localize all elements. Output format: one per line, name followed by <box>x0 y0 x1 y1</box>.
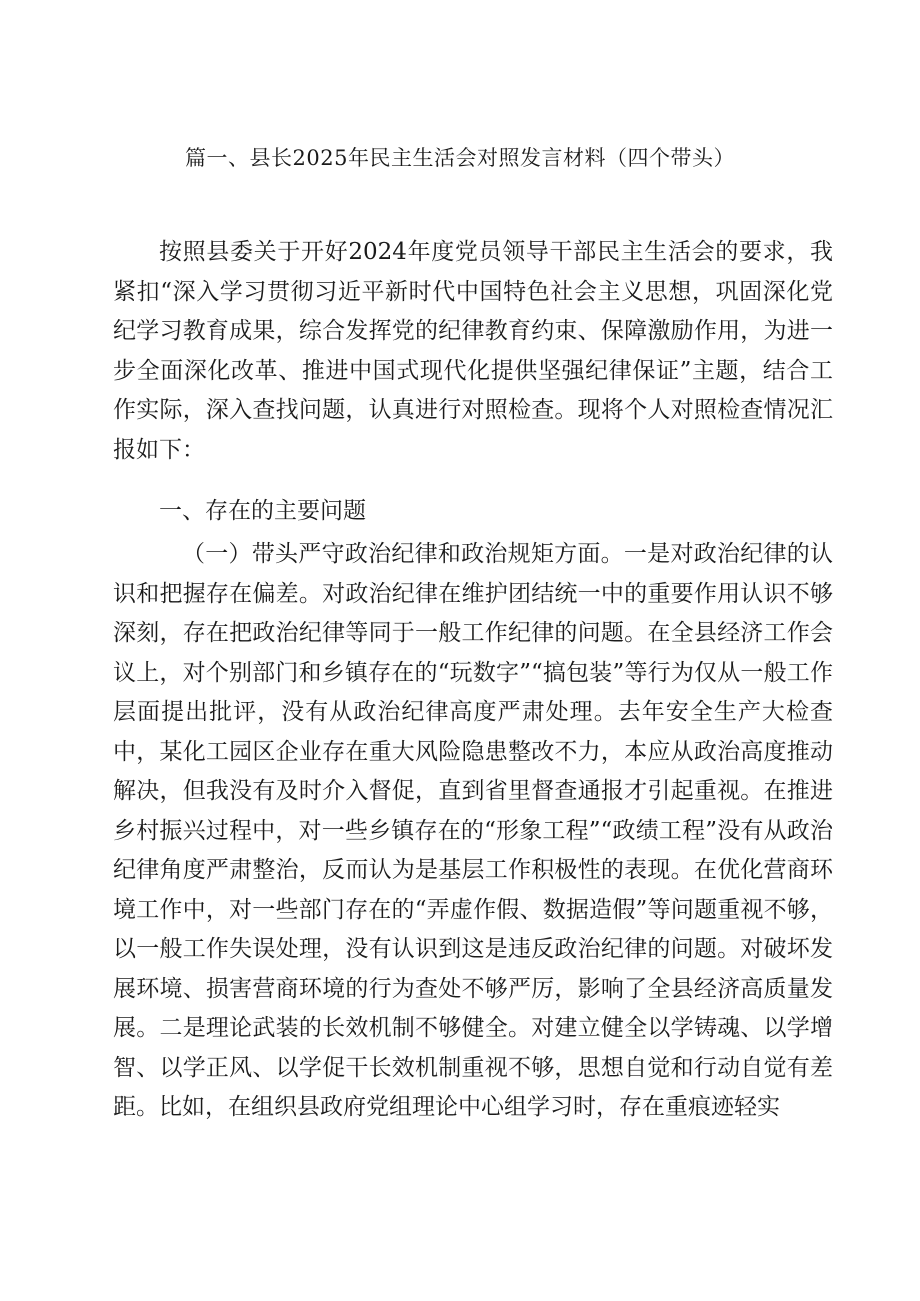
intro-paragraph: 按照县委关于开好2024年度党员领导干部民主生活会的要求，我紧扣“深入学习贯彻习近平新时代中国特色社会主义思想，巩固深化党纪学习教育成果，综合发挥党的纪律教育约束、保障激励作用，为进一步全面深化改革、推进中国式现代化提供坚强纪律保证”主题，结合工作实际，深入查找问题，认真进行对照检查。现将个人对照检查情况汇报如下： <box>113 239 833 463</box>
section-paragraph: （一）带头严守政治纪律和政治规矩方面。一是对政治纪律的认识和把握存在偏差。对政治纪律在维护团结统一中的重要作用认识不够深刻，存在把政治纪律等同于一般工作纪律的问题。在全县经济工作会议上，对个别部门和乡镇存在的“玩数字”“搞包装”等行为仅从一般工作层面提出批评，没有从政治纪律高度严肃处理。去年安全生产大检查中，某化工园区企业存在重大风险隐患整改不力，本应从政治高度推动解决，但我没有及时介入督促，直到省里督查通报才引起重视。在推进乡村振兴过程中，对一些乡镇存在的“形象工程”“政绩工程”没有从政治纪律角度严肃整治，反而认为是基层工作积极性的表现。在优化营商环境工作中，对一些部门存在的“弄虚作假、数据造假”等问题重视不够，以一般工作失误处理，没有认识到这是违反政治纪律的问题。对破坏发展环境、损害营商环境的行为查处不够严厉，影响了全县经济高质量发展。二是理论武装的长效机制不够健全。对建立健全以学铸魂、以学增智、以学正风、以学促干长效机制重视不够，思想自觉和行动自觉有差距。比如，在组织县政府党组理论中心组学习时，存在重痕迹轻实 <box>113 541 833 1120</box>
document-title: 篇一、县长2025年民主生活会对照发言材料（四个带头） <box>185 146 735 170</box>
section-heading: 一、存在的主要问题 <box>159 498 366 524</box>
